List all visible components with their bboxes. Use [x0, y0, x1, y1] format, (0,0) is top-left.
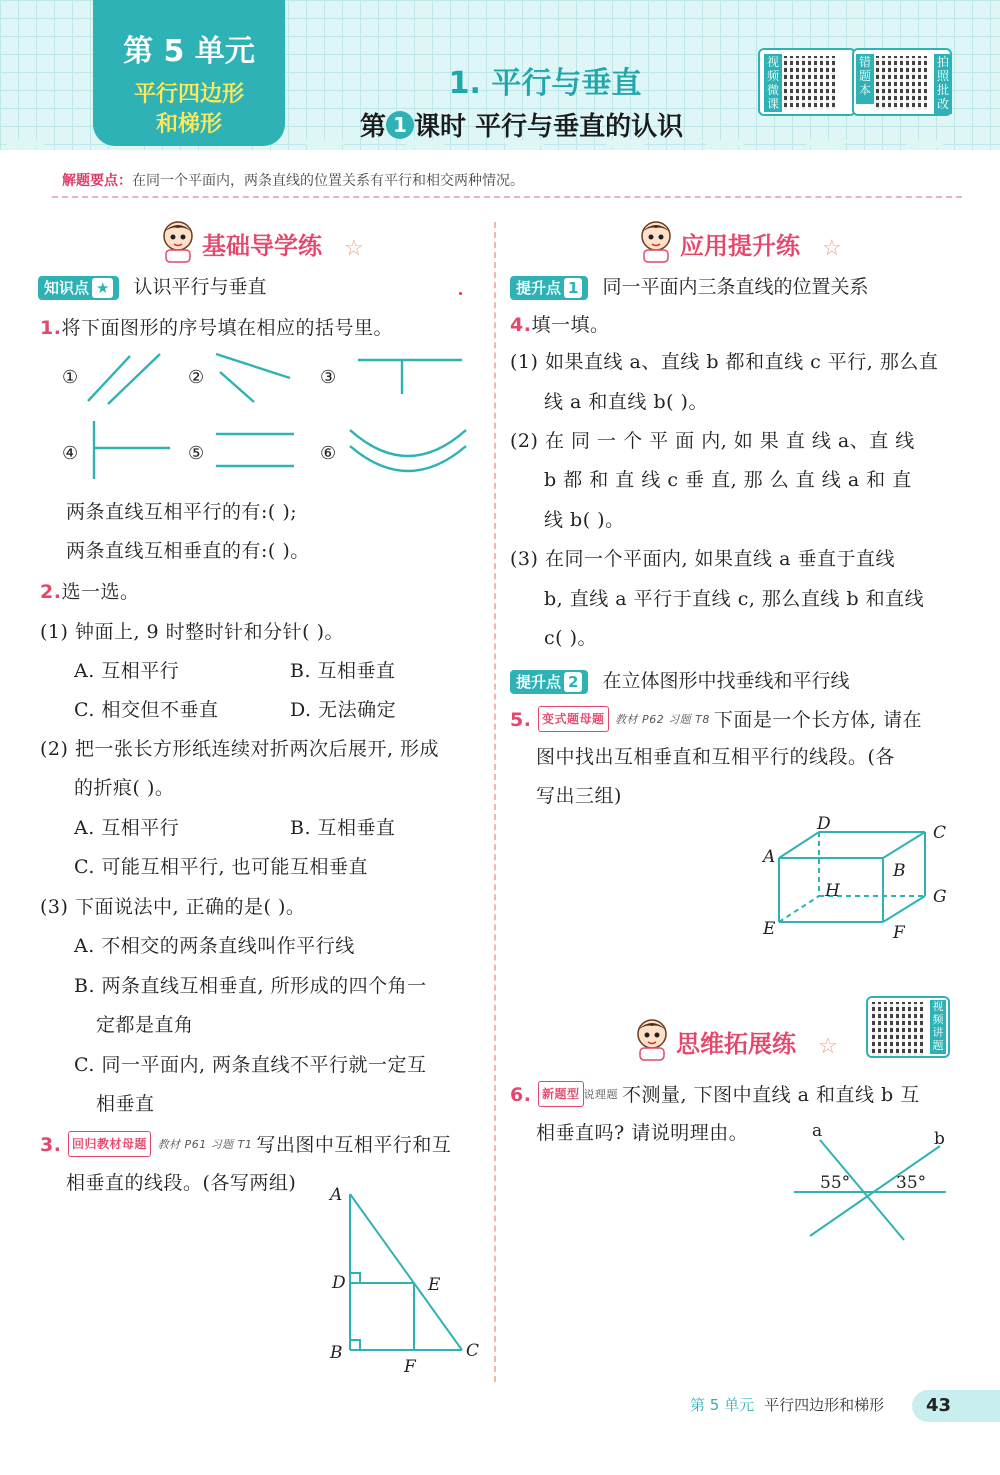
- question-type: 说理题: [583, 1088, 619, 1101]
- section-title: 基础导学练: [202, 232, 322, 260]
- q2-3-option-b-line-1[interactable]: B. 两条直线互相垂直, 所形成的四个角一: [74, 975, 427, 997]
- q2-part-2-line-2[interactable]: 的折痕( )。: [74, 777, 175, 799]
- q2-part-2-line-1: (2) 把一张长方形纸连续对折两次后展开, 形成: [40, 738, 440, 760]
- star-icon: ★: [92, 278, 113, 298]
- footer-title: 平行四边形和梯形: [764, 1396, 885, 1414]
- point-C: C: [933, 823, 947, 843]
- unit-subtitle: [93, 80, 285, 140]
- q5-cuboid-figure: [755, 810, 955, 945]
- point-C: C: [466, 1341, 480, 1361]
- improve-tag: 提升点 2: [510, 670, 588, 694]
- q2-2-option-b[interactable]: B. 互相垂直: [290, 817, 396, 839]
- unit-subtitle-line-2: 和梯形: [155, 112, 222, 137]
- star-icon: ☆: [822, 236, 842, 261]
- q3-triangle-figure: [320, 1180, 490, 1380]
- figure-label-2: ②: [188, 367, 205, 388]
- edge-AD: [779, 832, 819, 858]
- star-icon: ☆: [818, 1034, 838, 1059]
- footer: [690, 1394, 884, 1420]
- question-number: 6.: [510, 1084, 532, 1106]
- label-a: a: [812, 1121, 823, 1141]
- page-number: 43: [912, 1390, 1000, 1422]
- figure-2-line-a: [216, 354, 290, 378]
- qr-video-explain-label: 视频讲题: [930, 1000, 946, 1054]
- q6-angle-figure: [790, 1116, 960, 1246]
- kid-avatar-icon: [636, 218, 676, 264]
- q2-part-3[interactable]: (3) 下面说法中, 正确的是( )。: [40, 896, 306, 918]
- lesson-number: 1: [386, 111, 414, 139]
- lesson-prefix: 第: [360, 112, 387, 142]
- solving-tip: [52, 168, 962, 198]
- point-F: F: [404, 1357, 416, 1377]
- question-text: 填一填。: [531, 314, 610, 336]
- question-3: [40, 1131, 451, 1157]
- edge-FG: [883, 896, 925, 922]
- question-number: 1.: [40, 317, 62, 339]
- q1-blank-parallel[interactable]: 两条直线互相平行的有:( );: [66, 501, 298, 523]
- point-F: F: [893, 923, 905, 943]
- question-3-line-2: 相垂直的线段。(各写两组): [66, 1172, 297, 1194]
- figure-6-curve-b: [350, 446, 466, 471]
- q4-2-line-2: b 都 和 直 线 c 垂 直, 那 么 直 线 a 和 直: [544, 469, 912, 491]
- figure-label-3: ③: [320, 367, 337, 388]
- improve-point-2: [510, 666, 850, 694]
- segment-AC: [350, 1194, 462, 1350]
- knowledge-label: 认识平行与垂直: [133, 276, 267, 298]
- lesson-suffix: 课时 平行与垂直的认识: [414, 112, 684, 142]
- knowledge-tag: 知识点 ★: [38, 276, 119, 300]
- q4-1-line-2[interactable]: 线 a 和直线 b( )。: [544, 391, 708, 413]
- angle-35: 35°: [896, 1173, 927, 1193]
- figure-label-5: ⑤: [188, 443, 205, 464]
- section-basic: [158, 218, 378, 268]
- star-icon: ☆: [344, 236, 364, 261]
- q2-3-option-b-line-2: 定都是直角: [96, 1014, 194, 1036]
- qr-grade-label: 拍照批改: [934, 54, 952, 114]
- improve-tag: 提升点 1: [510, 276, 588, 300]
- point-B: B: [893, 861, 906, 881]
- q2-3-option-c-line-1[interactable]: C. 同一平面内, 两条直线不平行就一定互: [74, 1054, 427, 1076]
- question-number: 5.: [510, 709, 532, 731]
- q2-2-option-c[interactable]: C. 可能互相平行, 也可能互相垂直: [74, 856, 369, 878]
- q2-1-option-c[interactable]: C. 相交但不垂直: [74, 699, 219, 721]
- figure-label-4: ④: [62, 443, 79, 464]
- q2-part-1[interactable]: (1) 钟面上, 9 时整时针和分针( )。: [40, 621, 345, 643]
- red-mark: [459, 292, 462, 295]
- question-number: 4.: [510, 314, 532, 336]
- q2-3-option-c-line-2: 相垂直: [96, 1093, 155, 1115]
- edge-EH: [779, 896, 819, 922]
- q4-3-line-2: b, 直线 a 平行于直线 c, 那么直线 b 和直线: [544, 588, 925, 610]
- q2-1-option-b[interactable]: B. 互相垂直: [290, 660, 396, 682]
- qr-code-icon: [876, 56, 930, 110]
- figure-1-line-a: [88, 356, 130, 401]
- question-number: 2.: [40, 581, 62, 603]
- question-text: 将下面图形的序号填在相应的括号里。: [61, 317, 393, 339]
- qr-video-label: 视频微课: [764, 54, 782, 112]
- figure-label-6: ⑥: [320, 443, 337, 464]
- q1-blank-perpendicular[interactable]: 两条直线互相垂直的有:( )。: [66, 540, 310, 562]
- knowledge-point: [38, 272, 267, 300]
- angle-55: 55°: [820, 1173, 851, 1193]
- q4-3-line-1: (3) 在同一个平面内, 如果直线 a 垂直于直线: [510, 548, 895, 570]
- point-D: D: [332, 1273, 346, 1293]
- q4-3-line-3[interactable]: c( )。: [544, 627, 598, 649]
- q2-1-option-a[interactable]: A. 互相平行: [74, 660, 180, 682]
- q4-1-line-1: (1) 如果直线 a、直线 b 都和直线 c 平行, 那么直: [510, 351, 939, 373]
- figure-6-curve-a: [350, 430, 466, 456]
- question-number: 3.: [40, 1134, 62, 1156]
- question-text: 选一选。: [61, 581, 140, 603]
- question-text: 下面是一个长方体, 请在: [713, 709, 922, 731]
- point-A: A: [330, 1185, 343, 1205]
- right-angle-mark-D: [350, 1273, 360, 1283]
- question-text: 不测量, 下图中直线 a 和直线 b 互: [622, 1084, 920, 1106]
- point-G: G: [933, 887, 947, 907]
- tip-label: 解题要点：: [62, 173, 132, 189]
- question-2: [40, 580, 139, 604]
- unit-subtitle-line-1: 平行四边形: [133, 82, 244, 107]
- textbook-ref: 教材 P62 习题 T8: [615, 713, 710, 726]
- qr-mistakes[interactable]: [852, 48, 952, 116]
- improve-point-1: [510, 272, 869, 300]
- qr-video-lesson[interactable]: [758, 48, 856, 116]
- question-4: [510, 313, 609, 337]
- section-title: 思维拓展练: [676, 1030, 796, 1058]
- footer-unit: 第 5 单元: [690, 1396, 755, 1414]
- point-E: E: [428, 1275, 441, 1295]
- textbook-ref: 教材 P61 习题 T1: [157, 1138, 253, 1151]
- q1-figures: [58, 346, 478, 486]
- qr-mistake-label: 错题本: [856, 54, 874, 104]
- q2-1-option-d[interactable]: D. 无法确定: [290, 699, 397, 721]
- improve-label: 同一平面内三条直线的位置关系: [602, 276, 869, 298]
- section-extension: [632, 1016, 852, 1066]
- unit-badge: [93, 0, 285, 146]
- qr-code-icon: [872, 1002, 926, 1056]
- question-text: 写出图中互相平行和互: [256, 1134, 452, 1156]
- question-1: [40, 316, 393, 340]
- question-5: [510, 706, 922, 732]
- point-B: B: [330, 1343, 343, 1363]
- figure-label-1: ①: [62, 367, 79, 388]
- point-E: E: [763, 919, 776, 939]
- right-angle-mark-B: [350, 1340, 360, 1350]
- kid-avatar-icon: [158, 218, 198, 264]
- q4-2-line-3[interactable]: 线 b( )。: [544, 509, 625, 531]
- qr-code-icon: [784, 56, 838, 110]
- unit-title: 第 5 单元: [123, 34, 255, 69]
- q2-2-option-a[interactable]: A. 互相平行: [74, 817, 180, 839]
- question-5-line-3: 写出三组): [536, 785, 622, 807]
- lesson-subtitle: [360, 106, 760, 143]
- new-type-badge: 新题型: [538, 1081, 584, 1107]
- question-6-line-2: 相垂直吗? 请说明理由。: [536, 1122, 749, 1144]
- point-A: A: [763, 847, 776, 867]
- section-applied: [636, 218, 856, 268]
- tip-text: 在同一个平面内，两条直线的位置关系有平行和相交两种情况。: [132, 173, 524, 189]
- qr-video-explain[interactable]: [866, 996, 950, 1058]
- section-title: 应用提升练: [680, 232, 800, 260]
- q4-2-line-1: (2) 在 同 一 个 平 面 内, 如 果 直 线 a、直 线: [510, 430, 915, 452]
- question-6: [510, 1081, 920, 1107]
- q2-3-option-a[interactable]: A. 不相交的两条直线叫作平行线: [74, 935, 355, 957]
- figure-2-line-b: [220, 372, 254, 402]
- figure-1-line-b: [108, 354, 160, 404]
- point-D: D: [817, 814, 831, 834]
- edge-BC: [883, 832, 925, 858]
- lesson-title: 1. 平行与垂直: [448, 66, 642, 101]
- question-5-line-2: 图中找出互相垂直和互相平行的线段。(各: [536, 746, 895, 768]
- label-b: b: [934, 1129, 945, 1149]
- variant-badge: 变式题母题: [538, 706, 609, 732]
- kid-avatar-icon: [632, 1016, 672, 1062]
- column-divider: [494, 222, 496, 1382]
- improve-label: 在立体图形中找垂线和平行线: [602, 670, 850, 692]
- point-H: H: [825, 881, 840, 901]
- textbook-badge: 回归教材母题: [68, 1131, 151, 1157]
